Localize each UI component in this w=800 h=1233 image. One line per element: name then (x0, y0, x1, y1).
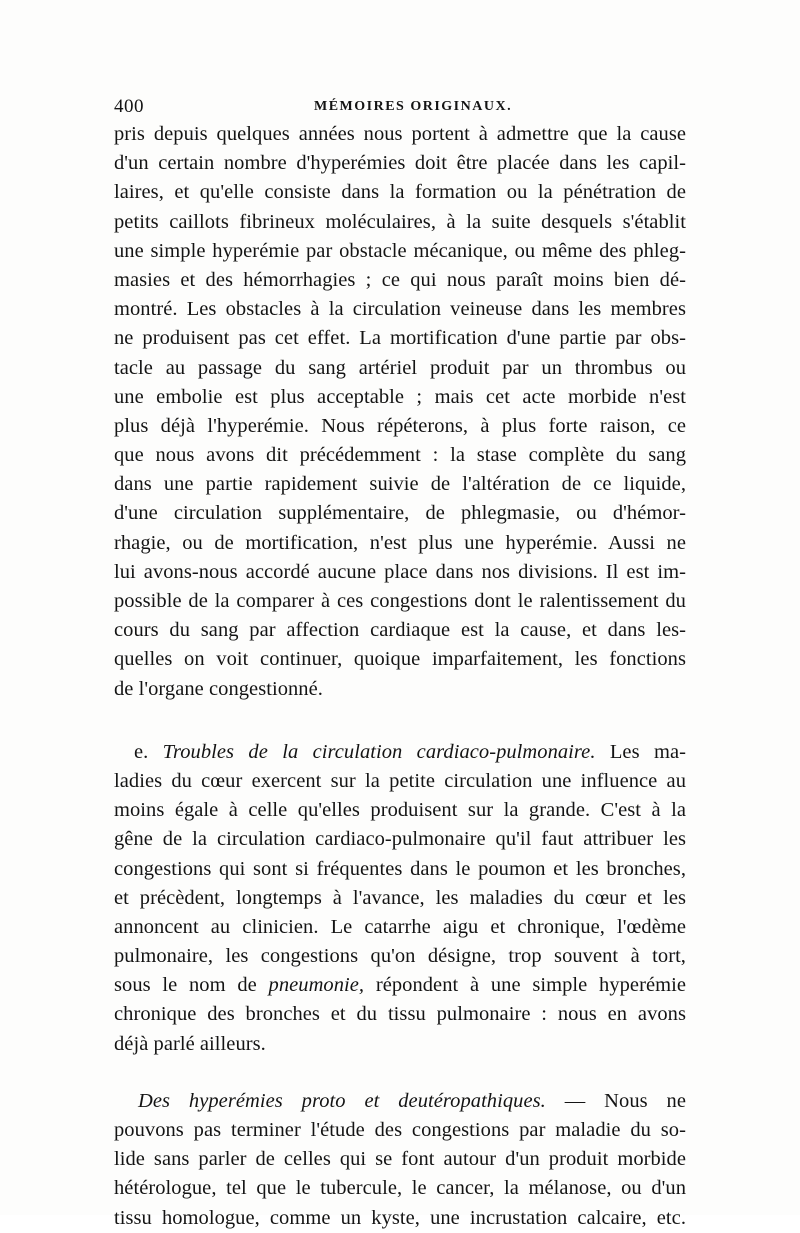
text-line: rhagie, ou de mortification, n'est plus une hyperémie. Aussi ne (114, 531, 686, 554)
text-line: lide sans parler de celles qui se font autour d'un produit morbide (114, 1148, 686, 1171)
text-line: une embolie est plus acceptable ; mais cet acte morbide n'est (114, 385, 686, 408)
text-line: et précèdent, longtemps à l'avance, les maladies du cœur et les (114, 886, 686, 909)
body-text (114, 120, 686, 1233)
section-heading-line (114, 738, 686, 767)
text-line: pouvons pas terminer l'étude des congestions par maladie du so- (114, 1119, 686, 1141)
section-heading-line (114, 1087, 686, 1116)
text-line: chronique des bronches et du tissu pulmonaire : nous en avons (114, 1003, 686, 1026)
text-line: congestions qui sont si fréquentes dans le poumon et les bronches, (114, 857, 686, 880)
text-line: hétérologue, tel que le tubercule, le cancer, la mélanose, ou d'un (114, 1177, 686, 1200)
text-line: déjà parlé ailleurs. (114, 1032, 266, 1055)
page-number: 400 (114, 96, 144, 117)
paragraph-gap (114, 1059, 686, 1087)
text-line: petits caillots fibrineux moléculaires, à la suite desquels s'établit (114, 210, 686, 233)
text-line: cours du sang par affection cardiaque est la cause, et dans les- (114, 619, 686, 642)
text-line: masies et des hémorrhagies ; ce qui nous paraît moins bien dé- (114, 268, 686, 291)
text-line: laires, et qu'elle consiste dans la formation ou la pénétration de (114, 181, 686, 204)
running-title: MÉMOIRES ORIGINAUX. (314, 99, 513, 114)
text-line: montré. Les obstacles à la circulation veineuse dans les membres (114, 298, 686, 321)
text-line: moins égale à celle qu'elles produisent sur la grande. C'est à la (114, 799, 686, 822)
text-line: tacle au passage du sang artériel produit par un thrombus ou (114, 356, 686, 379)
italic-term: pneumonie, (268, 974, 365, 997)
text-line: gêne de la circulation cardiaco-pulmonaire qu'il faut attribuer les (114, 828, 686, 851)
page-header (114, 96, 686, 120)
text-line: une simple hyperémie par obstacle mécanique, ou même des phleg- (114, 239, 686, 262)
text-line: d'une circulation supplémentaire, de phlegmasie, ou d'hémor- (114, 502, 686, 525)
text-line: ne produisent pas cet effet. La mortification d'une partie par obs- (114, 327, 686, 350)
text-line: de l'organe congestionné. (114, 677, 323, 700)
text-line: dans une partie rapidement suivie de l'altération de ce liquide, (114, 473, 686, 496)
section-heading: Troubles de la circulation cardiaco-pulmonaire. (162, 740, 596, 763)
text-fragment: sous le nom de (114, 974, 257, 997)
paragraph-cardio-pulmonary (114, 738, 686, 1059)
text-line: quelles on voit continuer, quoique imparfaitement, les fonctions (114, 648, 686, 671)
text-fragment: Les ma- (609, 740, 686, 763)
text-line-with-italic (114, 971, 686, 1000)
text-line: que nous avons dit précédemment : la stase complète du sang (114, 444, 686, 467)
text-line: lui avons-nous accordé aucune place dans nos divisions. Il est im- (114, 560, 686, 583)
text-line: pulmonaire, les congestions qu'on désigne, trop souvent à tort, (114, 945, 686, 968)
paragraph-hyperemies (114, 1087, 686, 1233)
text-fragment: — Nous ne (564, 1089, 686, 1112)
section-heading: Des hyperémies proto et deutéropathiques. (138, 1089, 546, 1112)
text-line: d'un certain nombre d'hyperémies doit être placée dans les capil- (114, 152, 686, 175)
text-line: ladies du cœur exercent sur la petite circulation une influence au (114, 769, 686, 792)
text-line: pris depuis quelques années nous portent à admettre que la cause (114, 123, 686, 145)
text-line: possible de la comparer à ces congestions dont le ralentissement du (114, 590, 686, 612)
paragraph-gap (114, 704, 686, 738)
paragraph-continuation (114, 120, 686, 704)
section-label: e. (134, 740, 149, 763)
text-line: annoncent au clinicien. Le catarrhe aigu et chronique, l'œdème (114, 915, 686, 938)
text-line: tissu homologue, comme un kyste, une incrustation calcaire, etc. (114, 1206, 686, 1229)
text-fragment: répondent à une simple hyperémie (375, 974, 686, 997)
text-line: plus déjà l'hyperémie. Nous répéterons, à plus forte raison, ce (114, 414, 686, 437)
